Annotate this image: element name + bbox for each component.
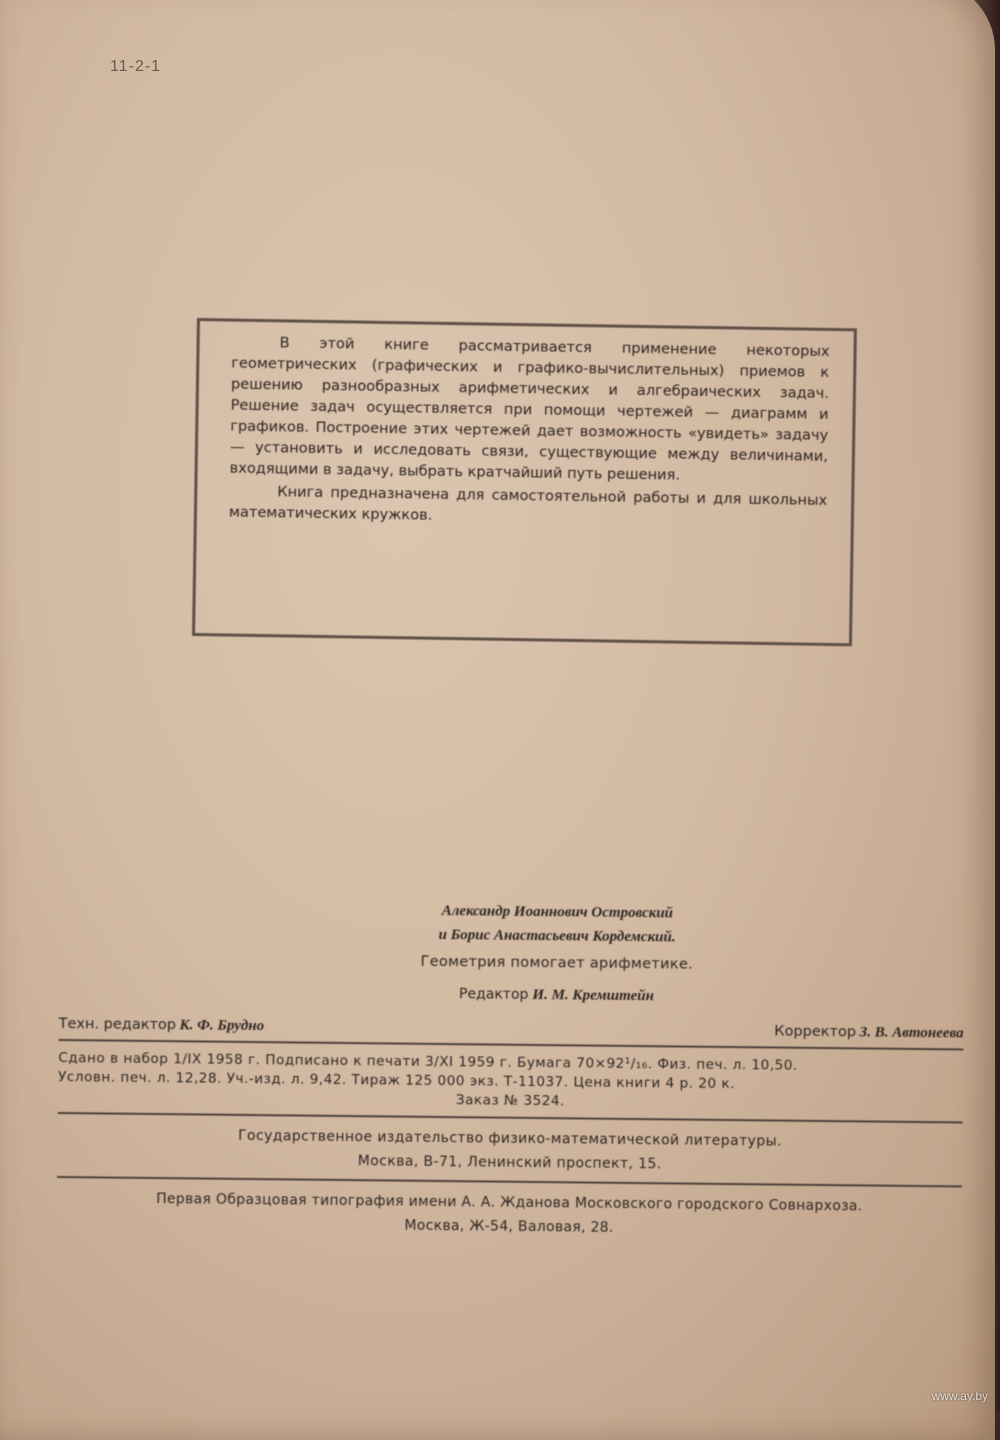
book-title: Геометрия помогает арифметике. <box>420 953 694 973</box>
corrector-label: Корректор <box>774 1023 857 1041</box>
annotation-paragraph-audience: Книга предназначена для самостоятельной работы и для школьных математических кружков. <box>228 483 828 524</box>
corrector <box>774 1023 964 1042</box>
tech-editor <box>59 1016 265 1035</box>
publisher <box>57 1122 962 1179</box>
author-line-2: и Борис Анастасьевич Кордемский. <box>438 926 676 946</box>
watermark-text: www.ay.by <box>931 1389 988 1403</box>
editor-name: И. М. Кремштейн <box>532 986 655 1005</box>
imprint-block <box>56 895 965 1243</box>
catalog-code: 11-2-1 <box>110 58 162 75</box>
printer-address: Москва, Ж-54, Валовая, 28. <box>404 1217 614 1236</box>
annotation-paragraph: В этой книге рассматривается применение некоторых геометрических (графических и графико-вычислительных) приемов к решению разнообразных арифметических и алгебраических задач. Решение задач осуществляется при помощи чертежей — диаграмм и графиков. Построение этих чертежей дает возможность «увидеть» задачу — установить и исследовать связи, существующие между величинами, входящими в задачу, выбрать кратчайший путь решения. <box>229 334 830 484</box>
tech-editor-name: К. Ф. Брудно <box>179 1017 265 1035</box>
author-line-1: Александр Иоаннович Островский <box>441 902 674 922</box>
publisher-name: Государственное издательство физико-математической литературы. <box>237 1127 782 1150</box>
editor-label: Редактор <box>458 986 529 1003</box>
printer-name: Первая Образцовая типография имени А. А. Жданова Московского городского Совнархоза. <box>156 1191 863 1215</box>
order-number: Заказ № 3524. <box>455 1092 565 1110</box>
publisher-address: Москва, В-71, Ленинский проспект, 15. <box>357 1153 662 1173</box>
printing-details <box>58 1049 964 1115</box>
printer <box>56 1186 961 1243</box>
details-line: Условн. печ. л. 12,28. Уч.-изд. л. 9,42. Тираж 125 000 экз. Т-11037. Цена книги 4 р. 20 к. <box>58 1068 736 1093</box>
tech-editor-label: Техн. редактор <box>58 1015 177 1034</box>
editor-line <box>149 979 964 1012</box>
credits <box>59 895 965 1011</box>
staff-row <box>59 1016 964 1042</box>
annotation-box <box>192 318 857 646</box>
corrector-name: З. В. Автонеева <box>859 1024 964 1042</box>
details-line: Сдано в набор 1/IX 1958 г. Подписано к печати 3/XI 1959 г. Бумага 70×92¹/₁₆. Физ. печ. л. 10,50. <box>58 1049 798 1074</box>
